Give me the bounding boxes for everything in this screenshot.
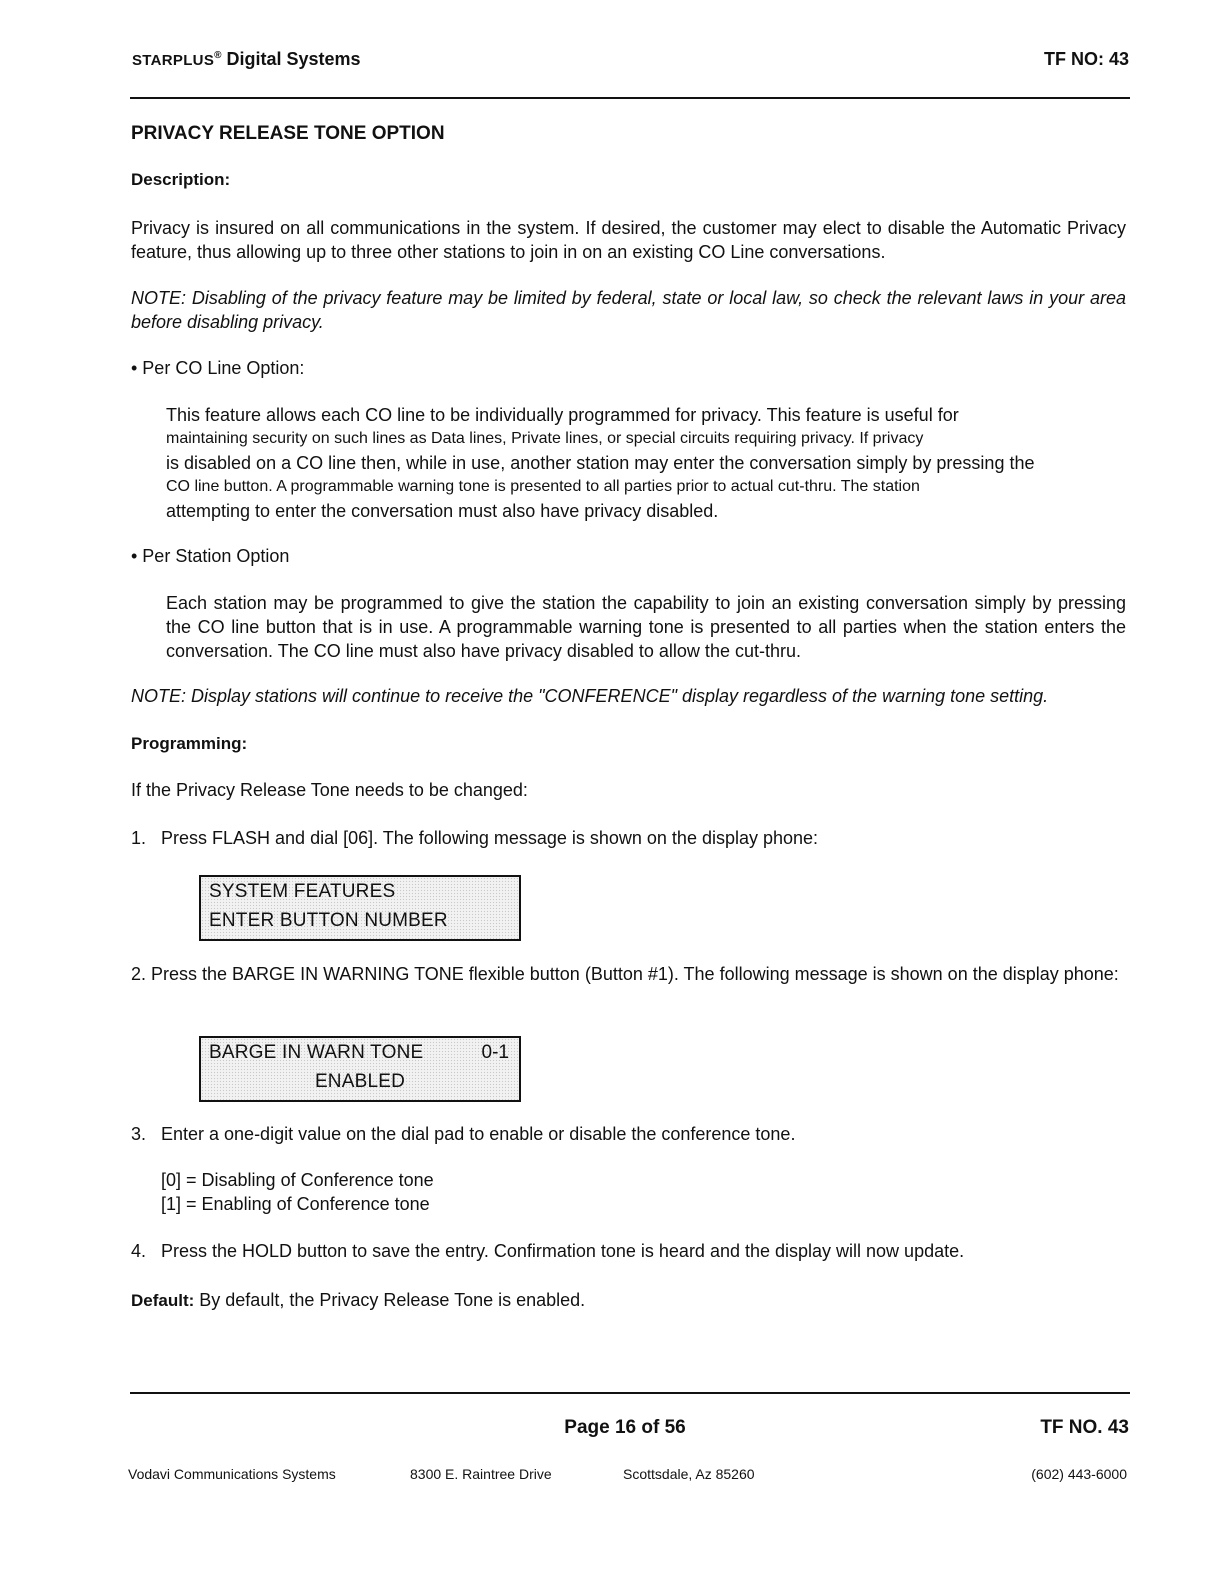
brand-name: STARPLUS [132,52,215,69]
co-line-text-line: attempting to enter the conversation must also have privacy disabled. [166,501,719,521]
footer-city: Scottsdale, Az 85260 [623,1466,755,1482]
step-4 [131,1239,1126,1263]
option-enable: [1] = Enabling of Conference tone [161,1194,430,1214]
display-line-2: ENABLED [314,1071,406,1092]
brand-rest: Digital Systems [221,49,361,69]
page-number: Page 16 of 56 [564,1417,686,1438]
bullet-per-co-line-text [166,403,1126,523]
note-privacy-law: NOTE: Disabling of the privacy feature may be limited by federal, state or local law, so check the relevant laws in your area before disabling privacy. [131,288,1126,332]
co-line-text-line: is disabled on a CO line then, while in use, another station may enter the conversation simply by pressing the [166,453,1035,473]
bullet-per-station-label: • Per Station Option [131,546,290,566]
note-conference-display: NOTE: Display stations will continue to receive the "CONFERENCE" display regardless of the warning tone setting. [131,686,1049,706]
co-line-text-line: This feature allows each CO line to be individually programmed for privacy. This feature is useful for [166,405,959,425]
footer-rule [130,1392,1130,1394]
programming-intro: If the Privacy Release Tone needs to be changed: [131,780,528,800]
default-text: By default, the Privacy Release Tone is enabled. [194,1290,586,1310]
description-text: Privacy is insured on all communications in the system. If desired, the customer may elect to disable the Automatic Privacy feature, thus allowing up to three other stations to join in on an existing CO Line conversations. [131,218,1126,262]
option-disable: [0] = Disabling of Conference tone [161,1170,434,1190]
display-code: 0-1 [481,1042,509,1063]
display-system-features [199,875,521,941]
header-tf-number: TF NO: 43 [1043,49,1129,69]
step-number: 1. [131,828,147,848]
header-rule [130,97,1130,99]
display-barge-in-warn-tone [199,1036,521,1102]
footer-tf-number: TF NO. 43 [1040,1417,1129,1438]
footer-company: Vodavi Communications Systems [128,1466,336,1482]
header-brand [132,49,361,70]
bullet-per-station-text: Each station may be programmed to give the station the capability to join an existing conversation simply by pressing the CO line button that is in use. A programmable warning tone is presented to all parties when the station enters the conversation. The CO line must also have privacy disabled to allow the cut-thru. [166,593,1126,661]
step-text: Press FLASH and dial [06]. The following message is shown on the display phone: [161,828,819,848]
programming-heading: Programming: [131,734,248,753]
step-text: Enter a one-digit value on the dial pad to enable or disable the conference tone. [161,1124,796,1144]
step-2: 2. Press the BARGE IN WARNING TONE flexible button (Button #1). The following message is shown on the display phone: [131,964,1119,984]
co-line-text-line: CO line button. A programmable warning tone is presented to all parties prior to actual cut-thru. The station [166,478,920,495]
registered-mark: ® [214,50,222,61]
footer-street: 8300 E. Raintree Drive [410,1466,552,1482]
step-number: 4. [131,1241,147,1261]
step-3 [131,1122,1126,1146]
display-line-2: ENTER BUTTON NUMBER [209,910,448,931]
display-line-1: BARGE IN WARN TONE [209,1042,424,1063]
description-heading: Description: [131,170,231,189]
bullet-per-co-line-label: • Per CO Line Option: [131,358,305,378]
step-1 [131,826,1126,850]
display-line-1: SYSTEM FEATURES [209,881,396,902]
step-number: 3. [131,1124,147,1144]
footer-phone: (602) 443-6000 [1031,1466,1127,1482]
step-text: Press the HOLD button to save the entry. Confirmation tone is heard and the display will now update. [161,1241,965,1261]
default-line [131,1288,1126,1313]
co-line-text-line: maintaining security on such lines as Data lines, Private lines, or special circuits requiring privacy. If privacy [166,430,924,447]
page-title: PRIVACY RELEASE TONE OPTION [131,123,445,144]
default-label: Default: [131,1291,195,1310]
